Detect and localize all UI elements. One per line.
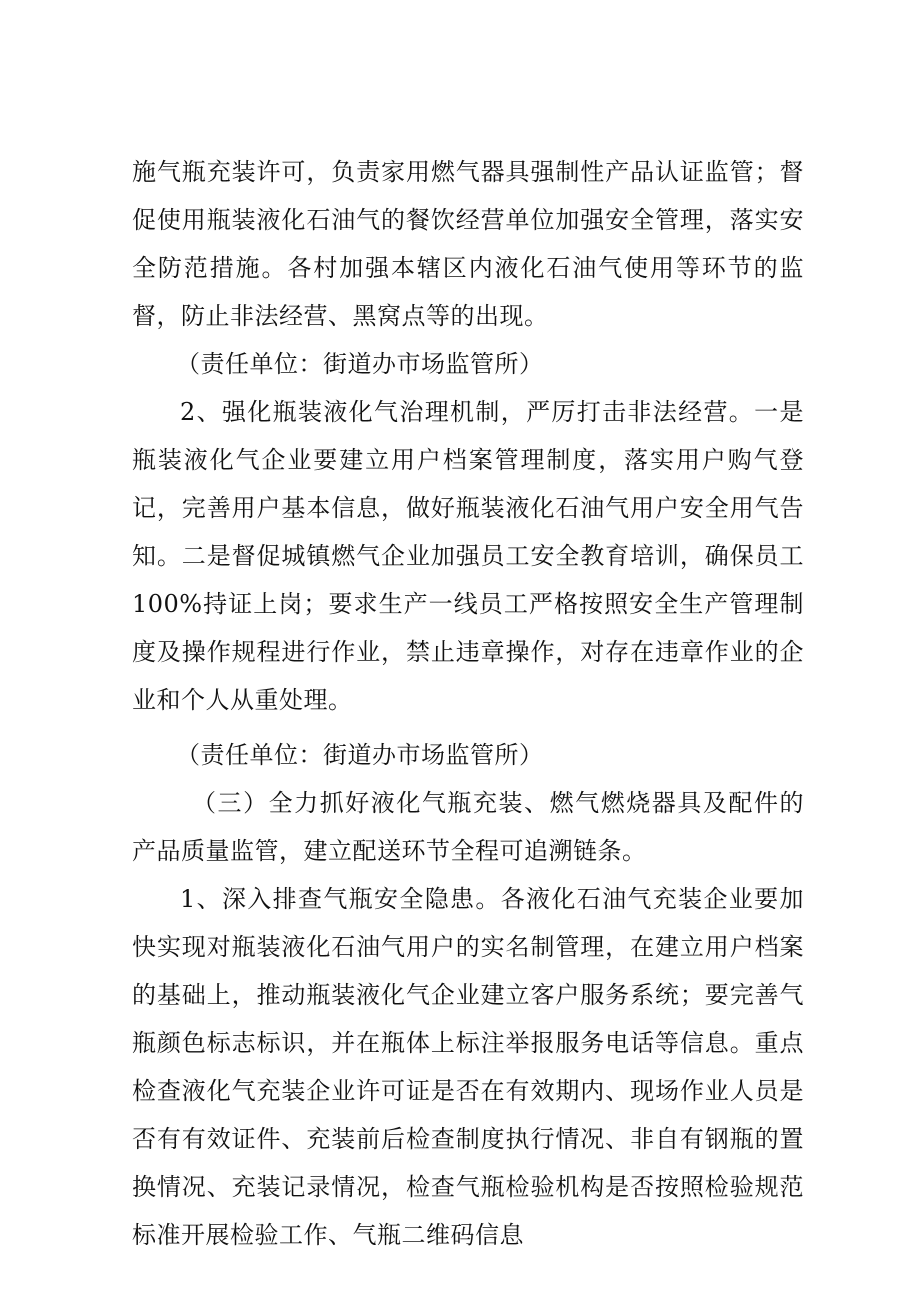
paragraph-lpg-governance: 2、强化瓶装液化气治理机制，严厉打击非法经营。一是瓶装液化气企业要建立用户档案管理制度，落实用户购气登记，完善用户基本信息，做好瓶装液化石油气用户安全用气告知。二是督促城镇燃气企业加强员工安全教育培训，确保员工100%持证上岗；要求生产一线员工严格按照安全生产管理制度及操作规程进行作业，禁止违章操作，对存在违章作业的企业和个人从重处理。 xyxy=(132,398,804,714)
document-body xyxy=(132,148,804,1259)
responsible-unit-note-2: （责任单位：街道办市场监管所） xyxy=(176,741,544,769)
paragraph-gas-cylinder-supervision: 施气瓶充装许可，负责家用燃气器具强制性产品认证监管；督促使用瓶装液化石油气的餐饮经营单位加强安全管理，落实安全防范措施。各村加强本辖区内液化石油气使用等环节的监督，防止非法经营、黑窝点等的出现。 xyxy=(132,158,804,330)
section-heading-three: （三）全力抓好液化气瓶充装、燃气燃烧器具及配件的产品质量监管，建立配送环节全程可追溯链条。 xyxy=(132,789,804,865)
responsible-unit-note-1: （责任单位：街道办市场监管所） xyxy=(176,350,544,378)
paragraph-cylinder-hazard-inspection: 1、深入排查气瓶安全隐患。各液化石油气充装企业要加快实现对瓶装液化石油气用户的实名制管理，在建立用户档案的基础上，推动瓶装液化气企业建立客户服务系统；要完善气瓶颜色标志标识，并在瓶体上标注举报服务电话等信息。重点检查液化气充装企业许可证是否在有效期内、现场作业人员是否有有效证件、充装前后检查制度执行情况、非自有钢瓶的置换情况、充装记录情况，检查气瓶检验机构是否按照检验规范标准开展检验工作、气瓶二维码信息 xyxy=(132,885,804,1249)
